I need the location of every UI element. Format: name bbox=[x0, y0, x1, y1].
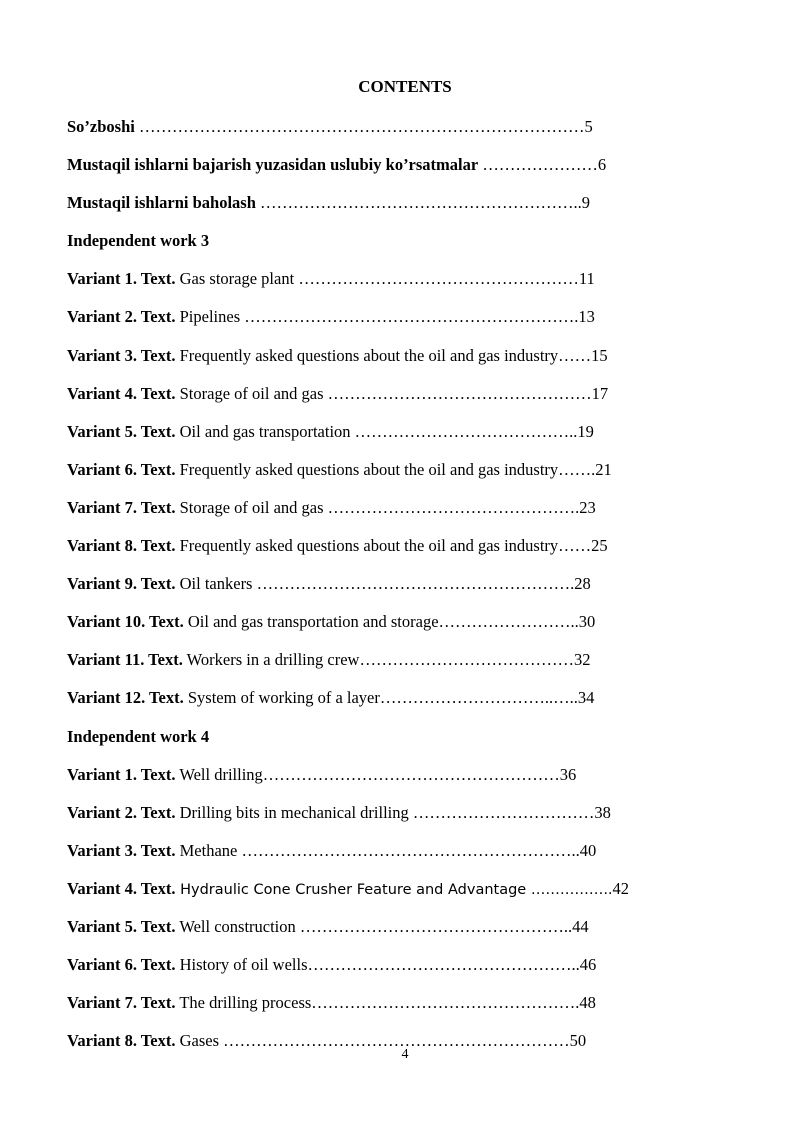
toc-entry-leader: …………….. bbox=[526, 881, 613, 898]
toc-entry bbox=[67, 343, 707, 381]
toc-entry-title: Drilling bits in mechanical drilling bbox=[175, 802, 409, 822]
toc-entry bbox=[67, 495, 707, 533]
toc-entry-label: So’zboshi bbox=[67, 117, 135, 136]
toc-entry bbox=[67, 266, 707, 304]
toc-entry-page: 46 bbox=[579, 955, 597, 975]
toc-entry-title: Workers in a drilling crew bbox=[182, 650, 360, 670]
toc-entry-leader: ………………… bbox=[478, 155, 598, 175]
toc-entry-title: The drilling process bbox=[175, 993, 312, 1013]
toc-entry-page: 25 bbox=[591, 536, 608, 556]
toc-entry bbox=[67, 990, 707, 1028]
toc-entry bbox=[67, 838, 707, 876]
toc-entry-title: Gas storage plant bbox=[175, 269, 295, 289]
toc-entry bbox=[67, 381, 707, 419]
toc-entry-leader: ………………………………………… bbox=[323, 383, 592, 403]
toc-entry-page: 32 bbox=[573, 650, 591, 670]
toc-entry-label: Variant 3. Text. bbox=[67, 345, 176, 365]
toc-entry-title: Well drilling bbox=[175, 764, 263, 784]
toc-entry-leader: …………………………..….. bbox=[379, 688, 578, 708]
toc-entry-label: Variant 5. Text. bbox=[67, 916, 176, 936]
toc-entry-leader: ……………………………………………………………………… bbox=[134, 117, 585, 136]
toc-entry-page: 19 bbox=[577, 421, 594, 441]
toc-entry-page: 42 bbox=[612, 878, 630, 898]
toc-entry-label: Variant 9. Text. bbox=[67, 574, 176, 594]
toc-entry bbox=[67, 914, 707, 952]
toc-entry-leader: …………………………………………… bbox=[294, 269, 579, 289]
toc-entry-label: Variant 1. Text. bbox=[67, 764, 176, 784]
toc-entry-title: Frequently asked questions about the oil and gas industry bbox=[175, 459, 559, 479]
toc-entry-label: Variant 4. Text. bbox=[67, 878, 176, 898]
toc-entry-title: Gases bbox=[175, 1031, 220, 1051]
toc-entry-page: 17 bbox=[591, 383, 609, 403]
toc-entry-page: 11 bbox=[578, 269, 595, 289]
toc-entry-title: Oil and gas transportation and storage bbox=[183, 612, 439, 632]
toc-entry-title: Storage of oil and gas bbox=[175, 497, 324, 517]
toc-entry-page: 15 bbox=[591, 345, 608, 365]
toc-entry-label: Variant 5. Text. bbox=[67, 421, 176, 441]
toc-entry-label: Variant 4. Text. bbox=[67, 383, 176, 403]
toc-entry-label: Variant 7. Text. bbox=[67, 993, 176, 1013]
toc-entry-label: Variant 2. Text. bbox=[67, 307, 176, 327]
toc-entry-page: 13 bbox=[578, 307, 595, 327]
toc-entry-label: Variant 6. Text. bbox=[67, 459, 176, 479]
toc-entry bbox=[67, 685, 707, 723]
toc-entry-leader: …………………………………………. bbox=[311, 993, 580, 1013]
toc-entry-page: 40 bbox=[579, 840, 597, 860]
toc-entry bbox=[67, 457, 707, 495]
toc-entry-title: Frequently asked questions about the oil and gas industry bbox=[175, 345, 559, 365]
toc-entry-leader: ………………………………………. bbox=[323, 497, 580, 517]
page-number: 4 bbox=[401, 1047, 409, 1062]
toc-section-heading: Independent work 4 bbox=[67, 726, 210, 746]
toc-entry-title: Pipelines bbox=[175, 307, 241, 327]
toc-entry-page: 6 bbox=[597, 155, 607, 175]
toc-entry bbox=[67, 114, 707, 152]
toc-entry-title: Methane bbox=[175, 840, 238, 860]
toc-entry bbox=[67, 152, 707, 190]
toc-entry-leader: …………………………………………………. bbox=[252, 574, 575, 594]
toc-entry-leader: ……. bbox=[558, 459, 596, 479]
toc-entry bbox=[67, 419, 707, 457]
toc-entry-label: Variant 10. Text. bbox=[67, 612, 184, 632]
toc-entry-title: System of working of a layer bbox=[183, 688, 380, 708]
toc-entry-leader: ………………………………….. bbox=[350, 421, 578, 441]
toc-entry-page: 23 bbox=[579, 497, 596, 517]
toc-entry-leader: ……………………………………………………. bbox=[240, 307, 579, 327]
toc-entry-page: 30 bbox=[578, 612, 596, 632]
table-of-contents bbox=[67, 114, 707, 1066]
toc-entry-label: Variant 7. Text. bbox=[67, 497, 176, 517]
toc-entry-label: Variant 3. Text. bbox=[67, 840, 176, 860]
toc-entry-page: 36 bbox=[559, 764, 577, 784]
toc-entry-leader: ………………………………………….. bbox=[307, 955, 580, 975]
toc-entry-page: 50 bbox=[569, 1031, 587, 1051]
toc-entry bbox=[67, 533, 707, 571]
toc-entry-page: 28 bbox=[574, 574, 591, 594]
toc-entry-leader: …… bbox=[558, 345, 592, 365]
toc-entry-page: 48 bbox=[579, 993, 596, 1013]
toc-entry-leader: …………………….. bbox=[438, 612, 579, 632]
toc-entry-leader: …… bbox=[558, 536, 592, 556]
toc-entry-label: Mustaqil ishlarni baholash bbox=[67, 193, 256, 213]
toc-entry-title: Storage of oil and gas bbox=[175, 383, 324, 403]
toc-entry bbox=[67, 952, 707, 990]
toc-entry-page: 34 bbox=[577, 688, 595, 708]
toc-entry bbox=[67, 571, 707, 609]
toc-entry-page: 38 bbox=[594, 802, 611, 822]
toc-entry bbox=[67, 762, 707, 800]
contents-title: CONTENTS bbox=[358, 77, 452, 96]
toc-entry-leader: ………………………………………………….. bbox=[255, 193, 582, 213]
toc-entry bbox=[67, 609, 707, 647]
toc-entry-title: Frequently asked questions about the oil and gas industry bbox=[175, 536, 559, 556]
toc-entry-title: Oil and gas transportation bbox=[175, 421, 351, 441]
toc-entry-title: Well construction bbox=[175, 916, 296, 936]
toc-entry-label: Variant 8. Text. bbox=[67, 536, 176, 556]
toc-entry-leader: …………………………… bbox=[408, 802, 595, 822]
toc-entry-label: Variant 11. Text. bbox=[67, 650, 183, 670]
toc-entry-label: Mustaqil ishlarni bajarish yuzasidan uslubiy ko’rsatmalar bbox=[67, 155, 479, 175]
toc-entry-label: Variant 2. Text. bbox=[67, 802, 176, 822]
toc-entry bbox=[67, 800, 707, 838]
toc-section-heading: Independent work 3 bbox=[67, 231, 210, 251]
toc-entry-title: Oil tankers bbox=[175, 574, 253, 594]
toc-entry-leader: ……………………………………………… bbox=[262, 764, 560, 784]
toc-entry-title: Hydraulic Cone Crusher Feature and Advantage bbox=[175, 881, 527, 898]
toc-entry-label: Variant 1. Text. bbox=[67, 269, 176, 289]
toc-entry bbox=[67, 876, 707, 914]
toc-entry bbox=[67, 304, 707, 342]
toc-entry-leader: ……………………………………………………… bbox=[219, 1031, 570, 1051]
toc-entry-page: 44 bbox=[572, 916, 589, 936]
toc-entry-title: History of oil wells bbox=[175, 955, 308, 975]
toc-entry-label: Variant 12. Text. bbox=[67, 688, 184, 708]
toc-entry-leader: …………………………………………………….. bbox=[237, 840, 580, 860]
toc-entry-page: 5 bbox=[584, 117, 593, 136]
toc-entry-leader: ………………………………… bbox=[359, 650, 574, 670]
toc-entry bbox=[67, 647, 707, 685]
toc-entry-label: Variant 6. Text. bbox=[67, 955, 176, 975]
toc-entry-leader: ………………………………………….. bbox=[295, 916, 573, 936]
toc-entry-page: 21 bbox=[595, 459, 612, 479]
toc-entry-label: Variant 8. Text. bbox=[67, 1031, 176, 1051]
toc-entry-page: 9 bbox=[581, 193, 591, 213]
toc-entry bbox=[67, 190, 707, 228]
